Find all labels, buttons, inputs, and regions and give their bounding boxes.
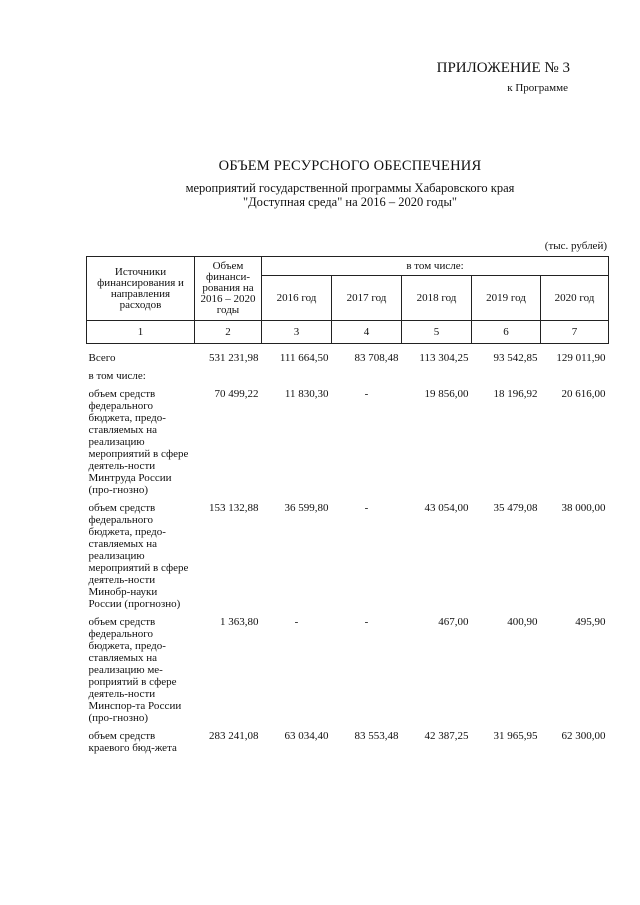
row-label: объем средств федерального бюджета, предо-ставляемых на реализацию мероприятий в сфере деятель-ности Минтруда России (про-гнозно): [88, 388, 189, 496]
header-year: 2019 год: [472, 276, 541, 321]
cell-value: 62 300,00: [561, 730, 606, 742]
table-row: [87, 610, 609, 724]
column-number: 3: [262, 321, 332, 344]
cell-value: 111 664,50: [279, 352, 329, 364]
column-number: 5: [402, 321, 472, 344]
table-row: [87, 344, 609, 365]
cell-value: 11 830,30: [284, 388, 329, 400]
header-year: 2018 год: [402, 276, 472, 321]
row-label: объем средств краевого бюд-жета: [88, 730, 177, 754]
document-subtitle-line1: мероприятий государственной программы Хабаровского края: [185, 181, 515, 195]
cell-value: -: [364, 616, 369, 628]
cell-value: 43 054,00: [424, 502, 469, 514]
cell-value: 36 599,80: [284, 502, 329, 514]
cell-value: 531 231,98: [209, 352, 259, 364]
column-number: 6: [472, 321, 541, 344]
header-including: в том числе:: [262, 257, 609, 276]
cell-value: 63 034,40: [284, 730, 329, 742]
cell-value: 1 363,80: [220, 616, 259, 628]
cell-value: 467,00: [438, 616, 469, 628]
cell-value: 129 011,90: [556, 352, 606, 364]
table-row: [87, 724, 609, 754]
unit-label: (тыс. рублей): [544, 240, 607, 252]
cell-value: 35 479,08: [493, 502, 538, 514]
header-sources: Источники финансирования и направления расходов: [87, 257, 195, 321]
table-row: [87, 496, 609, 610]
appendix-subtitle: к Программе: [507, 82, 568, 94]
cell-value: 31 965,95: [493, 730, 538, 742]
row-label: в том числе:: [88, 370, 146, 382]
document-subtitle: [0, 181, 640, 209]
cell-value: 38 000,00: [561, 502, 606, 514]
header-year: 2016 год: [262, 276, 332, 321]
cell-value: -: [364, 502, 369, 514]
cell-value: 83 708,48: [354, 352, 399, 364]
cell-value: 70 499,22: [214, 388, 259, 400]
row-label: объем средств федерального бюджета, предо-ставляемых на реализацию мероприятий в сфере деятель-ности Минобр-науки России (прогнозно): [88, 502, 189, 610]
cell-value: 93 542,85: [493, 352, 538, 364]
table-row: [87, 382, 609, 496]
cell-value: 18 196,92: [493, 388, 538, 400]
cell-value: 83 553,48: [354, 730, 399, 742]
appendix-title: ПРИЛОЖЕНИЕ № 3: [436, 60, 570, 76]
table-row: [87, 364, 609, 382]
cell-value: 153 132,88: [209, 502, 259, 514]
header-year: 2017 год: [332, 276, 402, 321]
cell-value: 400,90: [507, 616, 538, 628]
cell-value: 283 241,08: [209, 730, 259, 742]
resource-table: [86, 256, 609, 754]
header-year: 2020 год: [541, 276, 609, 321]
column-number: 1: [87, 321, 195, 344]
header-total: Объем финанси-рования на 2016 – 2020 годы: [195, 257, 262, 321]
cell-value: 42 387,25: [424, 730, 469, 742]
cell-value: 19 856,00: [424, 388, 469, 400]
document-title: ОБЪЕМ РЕСУРСНОГО ОБЕСПЕЧЕНИЯ: [218, 158, 482, 174]
column-number: 2: [195, 321, 262, 344]
document-subtitle-line2: "Доступная среда" на 2016 – 2020 годы": [243, 195, 457, 209]
row-label: объем средств федерального бюджета, предо-ставляемых на реализацию ме-роприятий в сфере деятель-ности Минспор-та России (про-гнозно): [88, 616, 182, 724]
cell-value: -: [294, 616, 299, 628]
cell-value: 113 304,25: [419, 352, 469, 364]
cell-value: 495,90: [575, 616, 606, 628]
row-label: Всего: [88, 352, 116, 364]
cell-value: 20 616,00: [561, 388, 606, 400]
cell-value: -: [364, 388, 369, 400]
column-number: 7: [541, 321, 609, 344]
column-number: 4: [332, 321, 402, 344]
